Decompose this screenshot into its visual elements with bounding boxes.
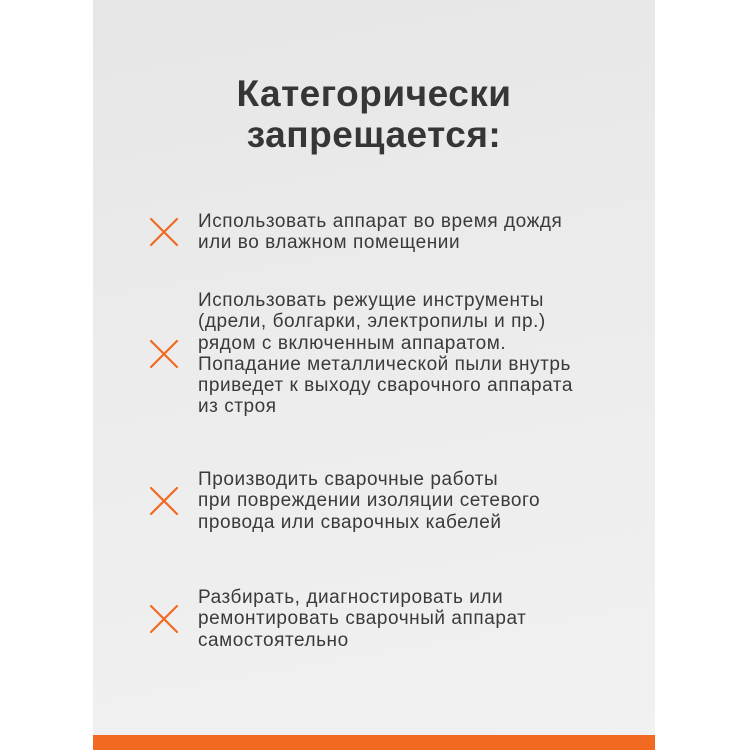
prohibition-text — [198, 290, 573, 418]
text-line: самостоятельно — [198, 629, 349, 651]
text-line: приведет к выходу сварочного аппарата — [198, 375, 573, 397]
prohibition-text — [198, 587, 526, 651]
text-line: или во влажном помещении — [198, 232, 461, 254]
text-line: (дрели, болгарки, электропилы и пр.) — [198, 311, 546, 333]
text-line: ремонтировать сварочный аппарат — [198, 608, 527, 630]
cross-icon — [148, 216, 180, 248]
info-panel — [93, 0, 655, 750]
text-line: Использовать аппарат во время дождя — [198, 211, 563, 232]
prohibition-item — [148, 587, 526, 651]
cross-icon — [148, 338, 180, 370]
page-title — [93, 73, 655, 155]
cross-icon — [148, 603, 180, 635]
text-line: из строя — [198, 396, 277, 418]
text-line: провода или сварочных кабелей — [198, 511, 502, 533]
text-line: Попадание металлической пыли внутрь — [198, 353, 571, 375]
prohibition-text — [198, 211, 562, 254]
cross-icon — [148, 485, 180, 517]
prohibition-item — [148, 290, 573, 418]
text-line: Разбирать, диагностировать или — [198, 587, 504, 608]
text-line: Производить сварочные работы — [198, 469, 499, 490]
text-line: Использовать режущие инструменты — [198, 290, 545, 311]
prohibition-item — [148, 469, 540, 533]
prohibition-text — [198, 469, 540, 533]
text-line: рядом с включенным аппаратом. — [198, 332, 507, 354]
title-line: Категорически — [236, 73, 512, 114]
title-line: запрещается: — [246, 114, 502, 155]
prohibition-item — [148, 211, 562, 254]
accent-footer-bar — [93, 735, 655, 750]
text-line: при повреждении изоляции сетевого — [198, 490, 541, 512]
